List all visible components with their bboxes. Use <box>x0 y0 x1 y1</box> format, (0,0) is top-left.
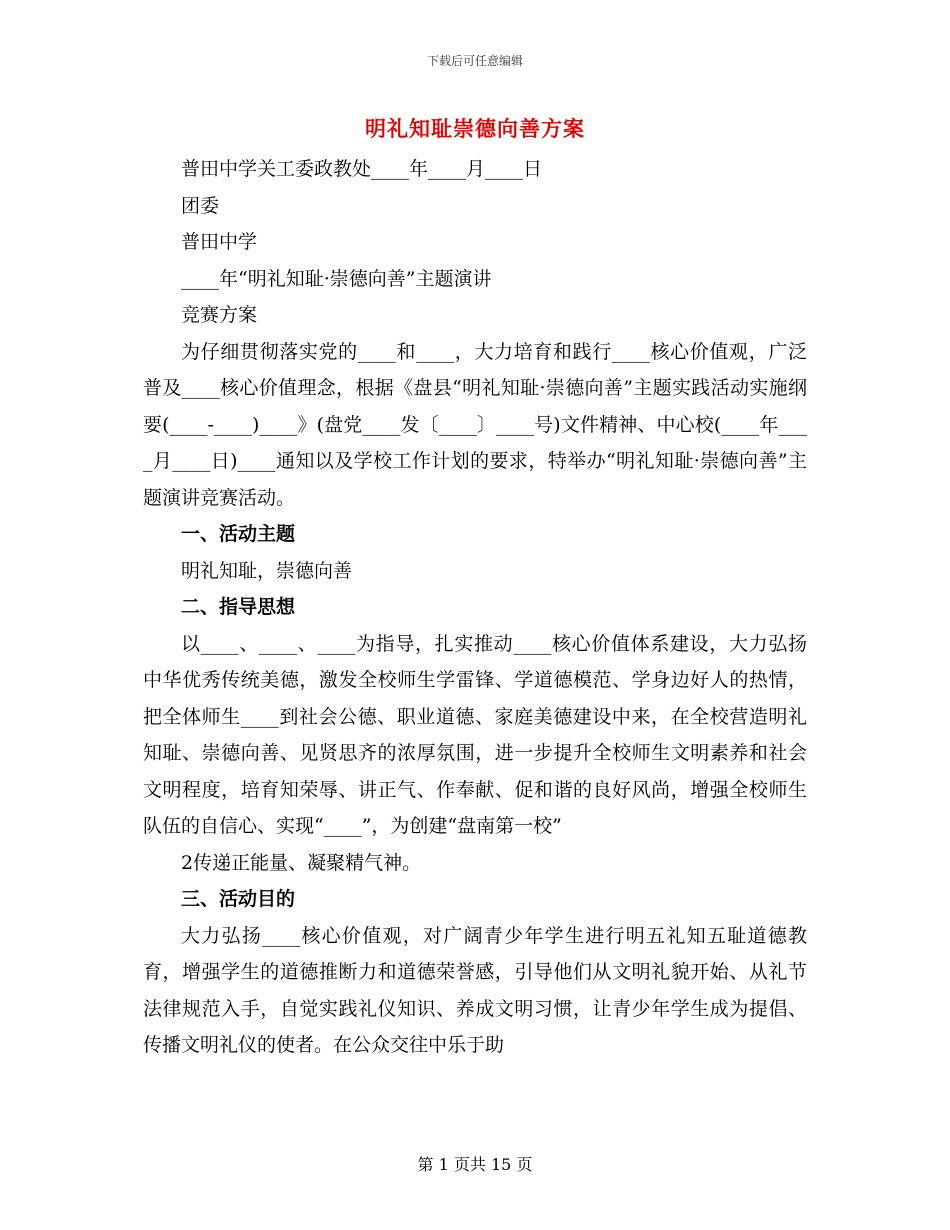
page-header: 下载后可任意编辑 <box>426 54 523 68</box>
paragraph-subtitle-line1: ____年“明礼知耻·崇德向善”主题演讲 <box>181 267 492 290</box>
paragraph-school-name: 普田中学 <box>181 231 258 253</box>
paragraph-purpose: 大力弘扬____核心价值观，对广阔青少年学生进行明五礼知五耻道德教育，增强学生的道德推断力和道德荣誉感，引导他们从文明礼貌开始、从礼节法律规范入手，自觉实践礼仪知识、养成文明习惯，让青少年学生成为提倡、传播文明礼仪的使者。在公众交往中乐于助 <box>143 924 807 1056</box>
paragraph-issuer-date: 普田中学关工委政教处____年____月____日 <box>181 158 543 180</box>
paragraph-issuer-league: 团委 <box>181 194 220 217</box>
paragraph-intro: 为仔细贯彻落实党的____和____，大力培育和践行____核心价值观，广泛普及____核心价值理念，根据《盘县“明礼知耻·崇德向善”主题实践活动实施纲要(____-____)____》(盘党____发〔____〕____号)文件精神、中心校(____年____月____日)____通知以及学校工作计划的要求，特举办“明礼知耻·崇德向善”主题演讲竞赛活动。 <box>143 340 807 509</box>
section-heading-guiding-thought: 二、指导思想 <box>181 596 296 618</box>
section-heading-theme: 一、活动主题 <box>181 523 296 545</box>
paragraph-theme: 明礼知耻，崇德向善 <box>181 559 353 582</box>
paragraph-guiding-thought-continued: 2传递正能量、凝聚精气神。 <box>181 851 422 874</box>
section-heading-purpose: 三、活动目的 <box>181 888 296 910</box>
paragraph-subtitle-line2: 竞赛方案 <box>181 304 258 326</box>
document-title: 明礼知耻崇德向善方案 <box>365 116 585 141</box>
paragraph-guiding-thought: 以____、____、____为指导，扎实推动____核心价值体系建设，大力弘扬中华优秀传统美德，激发全校师生学雷锋、学道德模范、学身边好人的热情，把全体师生____到社会公德、职业道德、家庭美德建设中来，在全校营造明礼知耻、崇德向善、见贤思齐的浓厚氛围，进一步提升全校师生文明素养和社会文明程度，培育知荣辱、讲正气、作奉献、促和谐的良好风尚，增强全校师生队伍的自信心、实现“____”，为创建“盘南第一校” <box>143 632 807 837</box>
document-body <box>143 151 807 1064</box>
page-number: 第 1 页共 15 页 <box>417 1155 533 1174</box>
